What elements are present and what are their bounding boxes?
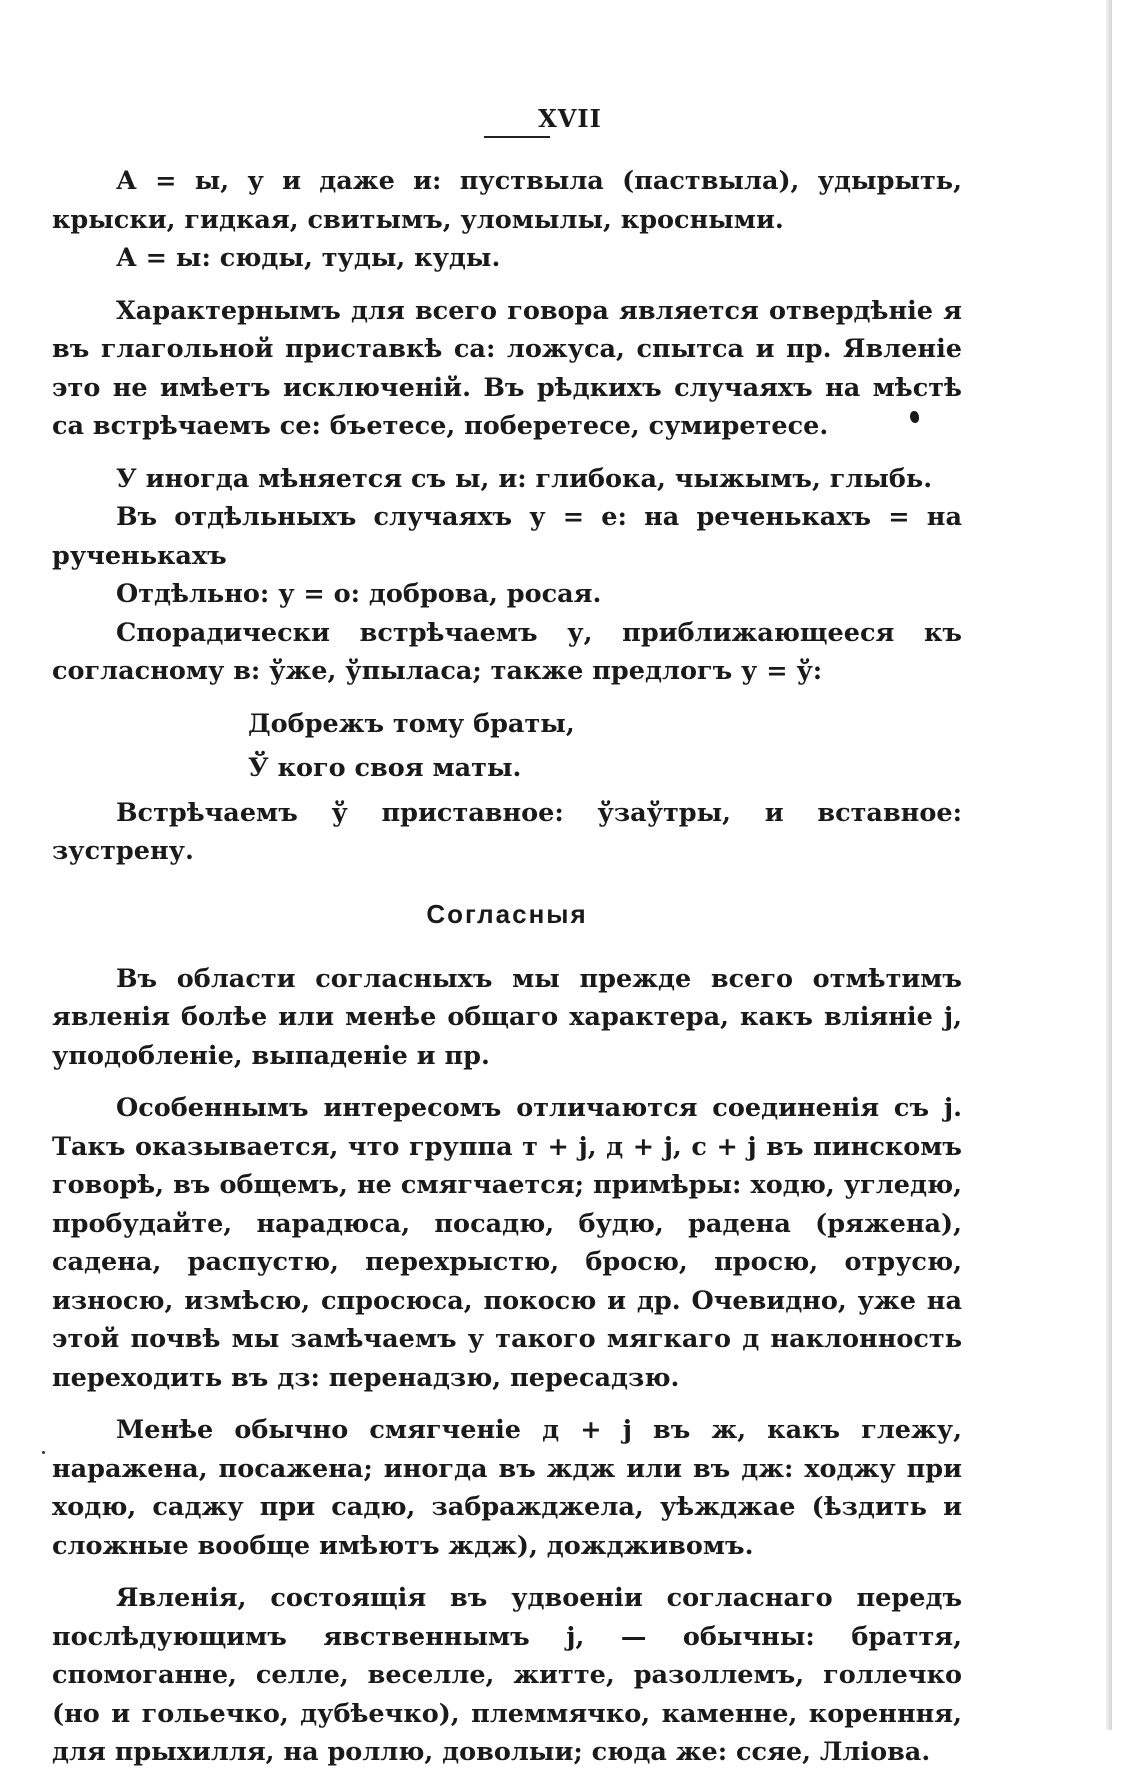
page-edge-shadow	[1106, 0, 1112, 1730]
paragraph: У иногда мѣняется съ ы, и: глибока, чыжымъ, глыбь.	[116, 463, 933, 494]
paragraph: Въ отдѣльныхъ случаяхъ у = е: на реченькахъ = на рученькахъ	[52, 502, 962, 571]
page-number-rule	[484, 136, 550, 138]
paragraph: Характернымъ для всего говора является отвердѣніе я въ глагольной приставкѣ са: ложуса, спытса и пр. Явленіе это не имѣетъ исключеній. Въ рѣдкихъ случаяхъ на мѣстѣ са встрѣчаемъ се: бъетесе, поберетесе, сумиретесе.	[52, 295, 962, 441]
paragraph: Въ области согласныхъ мы прежде всего отмѣтимъ явленія болѣе или менѣе общаго характера, какъ вліяніе j, уподобленіе, выпаденіе и пр.	[52, 963, 962, 1071]
verse-line: Добрежъ тому браты,	[248, 708, 575, 739]
paragraph: Особеннымъ интересомъ отличаются соединенія съ j. Такъ оказывается, что группа т + j, д + j, с + j въ пинскомъ говорѣ, въ общемъ, не смягчается; примѣры: ходю, угледю, пробудайте, нарадюса, посадю, будю, радена (ряжена), садена, распустю, перехрыстю, бросю, просю, отрусю, износю, измѣсю, спросюса, покосю и др. Очевидно, уже на этой почвѣ мы замѣчаемъ у такого мягкаго д наклонность переходить въ дз: перенадзю, пересадзю.	[52, 1093, 962, 1393]
ink-speck	[42, 1451, 45, 1454]
paragraph: Явленія, состоящія въ удвоеніи согласнаго передъ послѣдующимъ явственнымъ j, — обычны: браття, спомоганне, селле, веселле, житте, разоллемъ, голлечко (но и гольечко, дубѣечко), племмячко, каменне, коренння, для прыхилля, на роллю, доволыи; сюда же: ссяе, Ллiова.	[52, 1583, 962, 1767]
section-heading: Согласныя	[426, 898, 588, 929]
paragraph: Спорадически встрѣчаемъ у, приближающееся къ согласному в: ўже, ўпыласа; также предлогъ у = ў:	[52, 617, 962, 686]
paragraph: А = ы: сюды, туды, куды.	[116, 243, 501, 273]
paragraph: А = ы, у и даже и: пуствыла (паствыла), удырыть, крыски, гидкая, свитымъ, уломылы, кросными.	[52, 166, 962, 235]
paragraph: Отдѣльно: у = о: доброва, росая.	[116, 579, 602, 609]
page-number: XVII	[538, 104, 602, 133]
paragraph: Менѣе обычно смягченіе д + j въ ж, какъ глежу, наражена, посажена; иногда въ ждж или въ дж: ходжу при ходю, саджу при садю, забражджела, уѣжджае (ѣздить и сложные вообще имѣютъ ждж), дождживомъ.	[52, 1415, 962, 1561]
paragraph: Встрѣчаемъ ў приставное: ўзаўтры, и вставное: зустрену.	[52, 797, 962, 866]
body-text	[52, 162, 962, 1786]
verse-line: Ў кого своя маты.	[248, 753, 522, 783]
